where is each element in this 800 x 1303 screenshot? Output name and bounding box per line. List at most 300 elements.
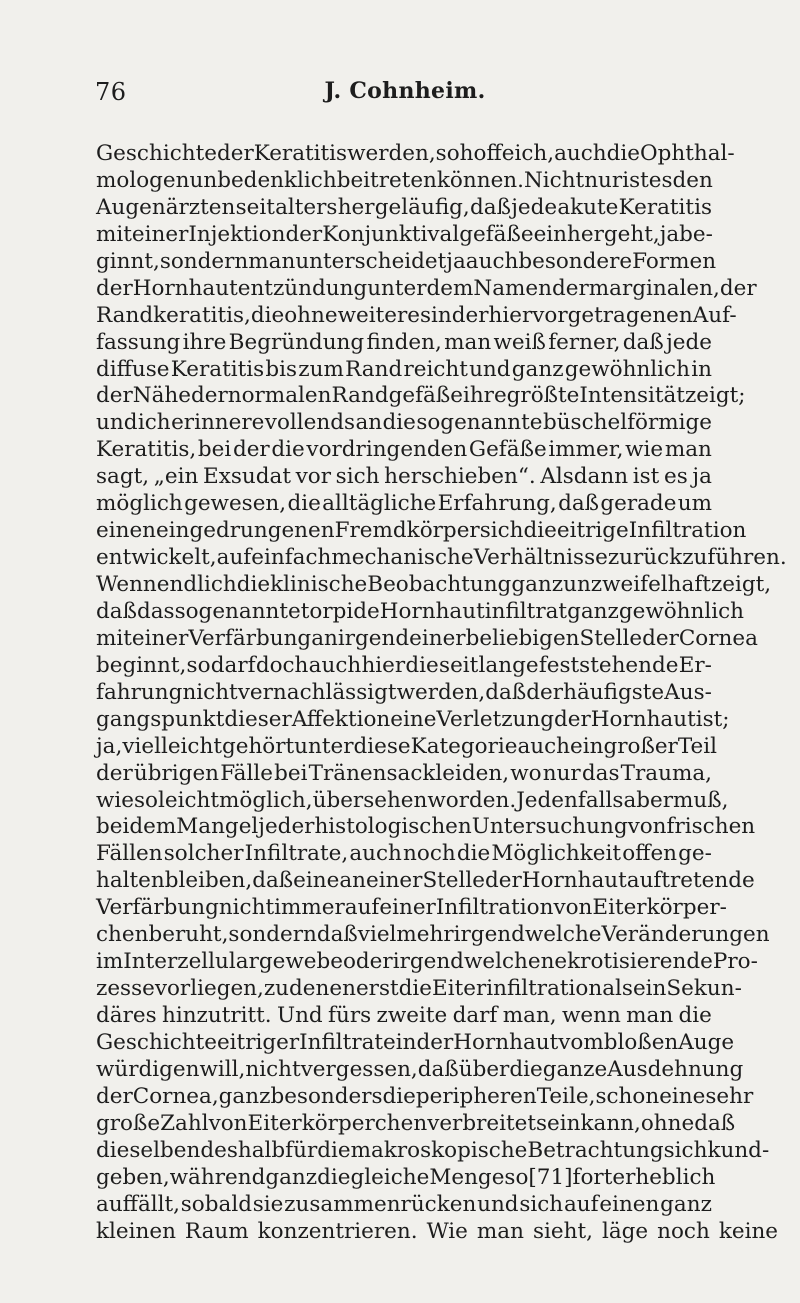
word: der: [96, 760, 133, 786]
word: sich: [335, 464, 380, 490]
word: daß: [417, 1056, 459, 1082]
word: mologen: [96, 167, 190, 193]
text-line: [96, 330, 712, 357]
word: Geschichte: [96, 1029, 217, 1055]
word: frischen: [666, 814, 756, 840]
word: jede: [511, 194, 558, 220]
word: konzentrieren.: [257, 1218, 418, 1244]
word: Keratitis: [253, 141, 348, 166]
text-line: [96, 357, 712, 384]
text-line: [96, 733, 717, 761]
word: Infiltration: [435, 895, 554, 921]
word: ist: [622, 167, 649, 193]
word: diese: [353, 733, 411, 759]
word: läge: [601, 1218, 649, 1244]
word: die: [523, 518, 557, 544]
word: nekrotisierende: [540, 949, 713, 975]
word: dem: [129, 814, 177, 840]
text-line: [96, 302, 737, 330]
word: ja,: [96, 733, 123, 759]
word: Verfärbung: [96, 895, 219, 921]
word: Interzellulargewebe: [123, 949, 343, 975]
word: will,: [199, 1056, 246, 1082]
word: eine: [390, 706, 437, 732]
word: ge-: [678, 841, 712, 867]
word: Keratitis,: [96, 437, 197, 463]
word: der: [285, 221, 323, 247]
word: ich: [137, 410, 171, 436]
word: eine: [659, 1083, 706, 1109]
word: fürs: [328, 1003, 372, 1028]
word: der: [96, 275, 133, 301]
word: seit: [235, 194, 275, 220]
word: ferner,: [548, 329, 621, 355]
word: Aus-: [664, 679, 712, 705]
text-line: [96, 841, 712, 868]
text-line: [96, 491, 712, 518]
word: Namen: [473, 275, 552, 301]
word: erheblich: [612, 1164, 716, 1190]
word: Affektion: [291, 706, 391, 732]
word: es: [648, 167, 673, 193]
word: fassung: [96, 329, 181, 355]
word: einen: [96, 518, 157, 544]
word: jede: [666, 329, 712, 355]
word: einer: [131, 221, 189, 247]
word: gleiche: [350, 1164, 430, 1190]
text-line: [96, 545, 787, 572]
word: schon: [595, 1083, 660, 1109]
word: zeigt,: [710, 572, 772, 597]
word: nur: [584, 167, 623, 193]
word: ganz: [265, 1164, 318, 1190]
word: vielleicht: [122, 733, 222, 759]
word: weiteres: [337, 302, 432, 328]
word: von: [627, 814, 667, 840]
word: Rand: [345, 356, 403, 382]
word: vernachlässigt: [237, 679, 397, 705]
word: daß: [622, 329, 664, 355]
word: Nicht: [523, 167, 585, 193]
word: man: [444, 329, 492, 355]
word: dieselben: [96, 1137, 201, 1163]
word: Fällen: [96, 841, 163, 867]
text-line: [96, 598, 744, 626]
word: sein: [535, 1110, 581, 1136]
word: Stelle: [579, 625, 643, 651]
word: ja: [692, 464, 712, 490]
text-line: [96, 814, 756, 841]
word: während: [169, 1164, 266, 1190]
word: als: [602, 976, 633, 1002]
word: ich,: [514, 141, 555, 166]
word: ja: [659, 221, 680, 247]
word: möglich: [96, 491, 183, 517]
word: einer: [365, 868, 423, 894]
word: verbreitet: [427, 1110, 536, 1136]
word: Pro-: [712, 949, 758, 975]
word: die: [250, 302, 285, 328]
word: die: [398, 976, 433, 1002]
word: und: [469, 356, 511, 382]
word: gerade: [600, 491, 677, 517]
word: darf: [210, 652, 256, 678]
word: der: [642, 625, 679, 651]
word: der: [552, 275, 589, 301]
word: Keratitis: [618, 194, 712, 220]
word: Begründung: [228, 329, 365, 355]
word: nicht: [182, 679, 238, 705]
word: sondern: [228, 922, 317, 948]
page-header: [95, 78, 715, 112]
word: fahrung: [96, 679, 183, 705]
word: zeigt;: [684, 383, 746, 409]
word: auch: [554, 141, 607, 166]
word: entwickelt,: [96, 545, 217, 571]
word: denen: [289, 976, 356, 1002]
word: be-: [679, 221, 713, 247]
word: man: [664, 437, 712, 463]
word: normalen: [227, 383, 332, 409]
word: Infiltrate,: [244, 841, 349, 867]
word: zweite: [376, 1003, 448, 1028]
word: hoffe: [459, 141, 515, 166]
word: akute: [557, 194, 619, 220]
text-line: [96, 1029, 735, 1057]
word: wo: [510, 760, 542, 786]
word: man: [248, 248, 296, 274]
text-line: [96, 275, 757, 303]
word: Betrachtung: [527, 1137, 664, 1163]
word: peripheren: [415, 1083, 537, 1109]
word: feststehende: [538, 652, 679, 678]
word: ganz: [511, 572, 564, 597]
word: Cornea,: [132, 1083, 219, 1109]
word: Menge: [429, 1164, 505, 1190]
word: Hornhaut: [590, 706, 696, 732]
word: Sekun-: [666, 976, 742, 1002]
word: seit: [439, 652, 479, 678]
text-line: [96, 1110, 736, 1138]
word: den: [672, 167, 713, 193]
word: Trauma,: [620, 760, 712, 786]
word: daß: [694, 1110, 736, 1136]
word: vorgetragenen: [532, 302, 693, 328]
word: und: [96, 410, 138, 436]
word: unter: [367, 275, 427, 301]
word: ganz: [567, 598, 619, 624]
word: Ophthal-: [640, 141, 735, 166]
word: daß: [96, 598, 137, 624]
word: Infiltrate: [299, 1029, 396, 1055]
text-line: [96, 141, 735, 168]
word: auch: [465, 248, 519, 274]
word: ein: [632, 976, 667, 1002]
word: die: [456, 841, 491, 867]
text-line: [96, 1164, 716, 1192]
word: endlich: [156, 572, 237, 597]
word: hier: [488, 302, 533, 328]
word: der: [96, 1083, 133, 1109]
page-number: 76: [95, 78, 127, 106]
word: geläufig,: [374, 194, 470, 220]
word: Geschichte: [96, 141, 217, 166]
word: kund-: [707, 1137, 770, 1163]
text-line: [96, 383, 746, 410]
word: vom: [558, 1029, 604, 1055]
word: Intensität: [579, 383, 685, 409]
word: auch: [308, 652, 362, 678]
word: ihre: [462, 383, 507, 409]
text-line: [96, 761, 712, 788]
word: an: [311, 625, 338, 651]
word: der: [485, 868, 522, 894]
text-line: [96, 248, 717, 276]
word: größte: [506, 383, 580, 409]
word: sondern: [159, 248, 249, 274]
word: doch: [255, 652, 309, 678]
word: immer: [274, 895, 345, 921]
word: her: [337, 194, 375, 220]
word: einhergeht,: [533, 221, 660, 247]
word: sich: [479, 518, 524, 544]
word: sehr: [705, 1083, 754, 1109]
word: häufigste: [563, 679, 665, 705]
word: Hornhautentzündung: [132, 275, 368, 301]
word: und: [477, 1191, 519, 1217]
word: Kategorie: [410, 733, 518, 759]
word: noch: [403, 841, 456, 867]
word: Gefäße: [468, 437, 547, 463]
word: irgend: [337, 625, 410, 651]
word: Möglichkeit: [491, 841, 622, 867]
text-line: [96, 922, 770, 949]
word: deshalb: [200, 1137, 286, 1163]
word: ihre: [182, 329, 227, 355]
word: zum: [298, 356, 344, 382]
word: der: [719, 275, 757, 301]
word: ohne: [284, 302, 338, 328]
word: der: [451, 302, 489, 328]
word: torpide: [300, 598, 380, 624]
word: bis: [265, 356, 298, 382]
word: kleinen: [96, 1218, 176, 1244]
word: Er-: [678, 652, 712, 678]
word: die: [287, 491, 321, 517]
word: auch: [349, 841, 402, 867]
word: Verfärbung: [188, 625, 312, 651]
word: großer: [603, 733, 678, 759]
word: irgendwelche: [392, 949, 541, 975]
word: Raum: [184, 1218, 249, 1244]
word: jeder: [258, 814, 315, 840]
word: büschelförmige: [542, 410, 712, 436]
word: übrigen: [133, 760, 220, 786]
word: gehört: [221, 733, 295, 759]
word: offen: [622, 841, 678, 867]
word: so: [186, 652, 211, 678]
word: von: [208, 1110, 248, 1136]
word: bei: [96, 814, 130, 840]
word: das: [581, 760, 620, 786]
word: gewöhnlich: [618, 598, 744, 624]
word: Cornea: [678, 625, 758, 651]
word: irgendwelche: [453, 922, 602, 948]
word: unbedenklich: [189, 167, 337, 193]
text-line: [96, 168, 712, 195]
word: oder: [342, 949, 393, 975]
text-line: [96, 222, 712, 249]
word: zusammenrücken: [284, 1191, 477, 1217]
word: vordringenden: [306, 437, 468, 463]
text-line: [96, 1137, 770, 1165]
word: Eiterinfiltration: [432, 976, 603, 1002]
word: histologischen: [314, 814, 472, 840]
word: keine: [718, 1218, 779, 1244]
text-line: [96, 518, 747, 545]
word: sobald: [180, 1191, 252, 1217]
word: der: [232, 437, 270, 463]
word: daß: [470, 194, 511, 220]
text-line: [96, 976, 742, 1003]
word: mechanische: [331, 545, 474, 571]
word: alters: [275, 194, 338, 220]
word: der: [216, 141, 254, 166]
word: mit: [96, 221, 132, 247]
word: der: [416, 1029, 454, 1055]
word: däres: [96, 1003, 157, 1028]
word: aber: [623, 787, 674, 813]
word: worden.: [427, 787, 517, 813]
word: „ein: [153, 464, 199, 490]
word: die: [678, 1003, 712, 1028]
word: Verletzung: [436, 706, 554, 732]
word: auf: [344, 895, 380, 921]
word: Eiterkörper-: [592, 895, 727, 921]
word: die: [317, 1164, 351, 1190]
body-text: [96, 141, 787, 1245]
word: möglich,: [219, 787, 313, 813]
word: Randkeratitis,: [96, 302, 251, 328]
word: übersehen: [312, 787, 428, 813]
word: nicht: [218, 895, 275, 921]
word: daß: [558, 491, 600, 517]
word: herschieben“.: [384, 464, 536, 490]
text-line: [96, 437, 712, 464]
word: sie: [252, 1191, 284, 1217]
word: Untersuchung: [471, 814, 628, 840]
text-line: [96, 464, 712, 491]
word: marginalen,: [588, 275, 720, 301]
word: mit: [96, 625, 132, 651]
word: Verhältnisse: [473, 545, 608, 571]
word: Beobachtung: [367, 572, 512, 597]
word: Wenn: [96, 572, 157, 597]
word: die: [509, 1056, 543, 1082]
word: eingedrungenen: [156, 518, 335, 544]
word: Jedenfalls: [516, 787, 624, 813]
word: sogenannte: [174, 598, 301, 624]
word: daß: [316, 922, 358, 948]
word: Exsudat: [203, 464, 291, 490]
word: so: [435, 141, 460, 166]
word: man: [476, 1218, 524, 1244]
word: ist: [632, 464, 660, 490]
word: wie: [625, 437, 664, 463]
word: so[71]fort: [504, 1164, 613, 1190]
word: die: [317, 1137, 351, 1163]
word: Veränderungen: [601, 922, 770, 948]
word: im: [96, 949, 124, 975]
word: bei: [197, 437, 232, 463]
word: bei: [274, 760, 308, 786]
word: Zahl: [160, 1110, 209, 1136]
text-line: [96, 1218, 779, 1246]
word: bleiben,: [164, 868, 253, 894]
word: sogenannte: [416, 410, 543, 436]
word: Auf-: [692, 302, 737, 328]
word: gewöhnlich: [564, 356, 690, 382]
word: alltägliche: [322, 491, 437, 517]
word: Stelle: [422, 868, 486, 894]
text-line: [96, 653, 712, 680]
word: chen: [96, 922, 149, 948]
word: erst: [355, 976, 399, 1002]
word: an: [355, 410, 383, 436]
word: besonders: [270, 1083, 383, 1109]
word: Auge: [678, 1029, 735, 1055]
word: zurückzuführen.: [607, 545, 787, 571]
text-line: [96, 787, 729, 815]
word: beliebigen: [465, 625, 580, 651]
word: kann,: [580, 1110, 641, 1136]
word: Teil: [677, 733, 717, 759]
word: erinnere: [171, 410, 265, 436]
word: makroskopische: [350, 1137, 528, 1163]
word: sich: [519, 1191, 564, 1217]
text-line: [96, 195, 712, 222]
word: Augenärzten: [96, 194, 236, 220]
word: Konjunktivalgefäße: [322, 221, 534, 247]
word: Randgefäße: [331, 383, 463, 409]
word: vielmehr: [357, 922, 454, 948]
text-line: [96, 680, 712, 707]
word: ganze: [542, 1056, 608, 1082]
word: solcher: [163, 841, 244, 867]
word: zesse: [96, 976, 155, 1002]
word: diffuse: [96, 356, 170, 382]
word: gangspunkt: [96, 706, 225, 732]
word: zu: [263, 976, 290, 1002]
word: ginnt,: [96, 248, 160, 274]
word: Formen: [632, 248, 717, 274]
word: ja: [446, 248, 466, 274]
word: es: [663, 464, 688, 490]
word: hier: [361, 652, 406, 678]
word: für: [285, 1137, 318, 1163]
word: Infiltration: [628, 518, 747, 544]
word: unzweifelhaft: [563, 572, 711, 597]
word: Ausdehnung: [607, 1056, 744, 1082]
word: einer: [379, 895, 436, 921]
word: man: [626, 1003, 674, 1028]
word: der: [96, 383, 133, 409]
word: klinische: [270, 572, 368, 597]
text-line: [96, 1192, 712, 1219]
word: auftretende: [626, 868, 755, 894]
word: auch: [517, 733, 571, 759]
text-line: [96, 625, 758, 653]
